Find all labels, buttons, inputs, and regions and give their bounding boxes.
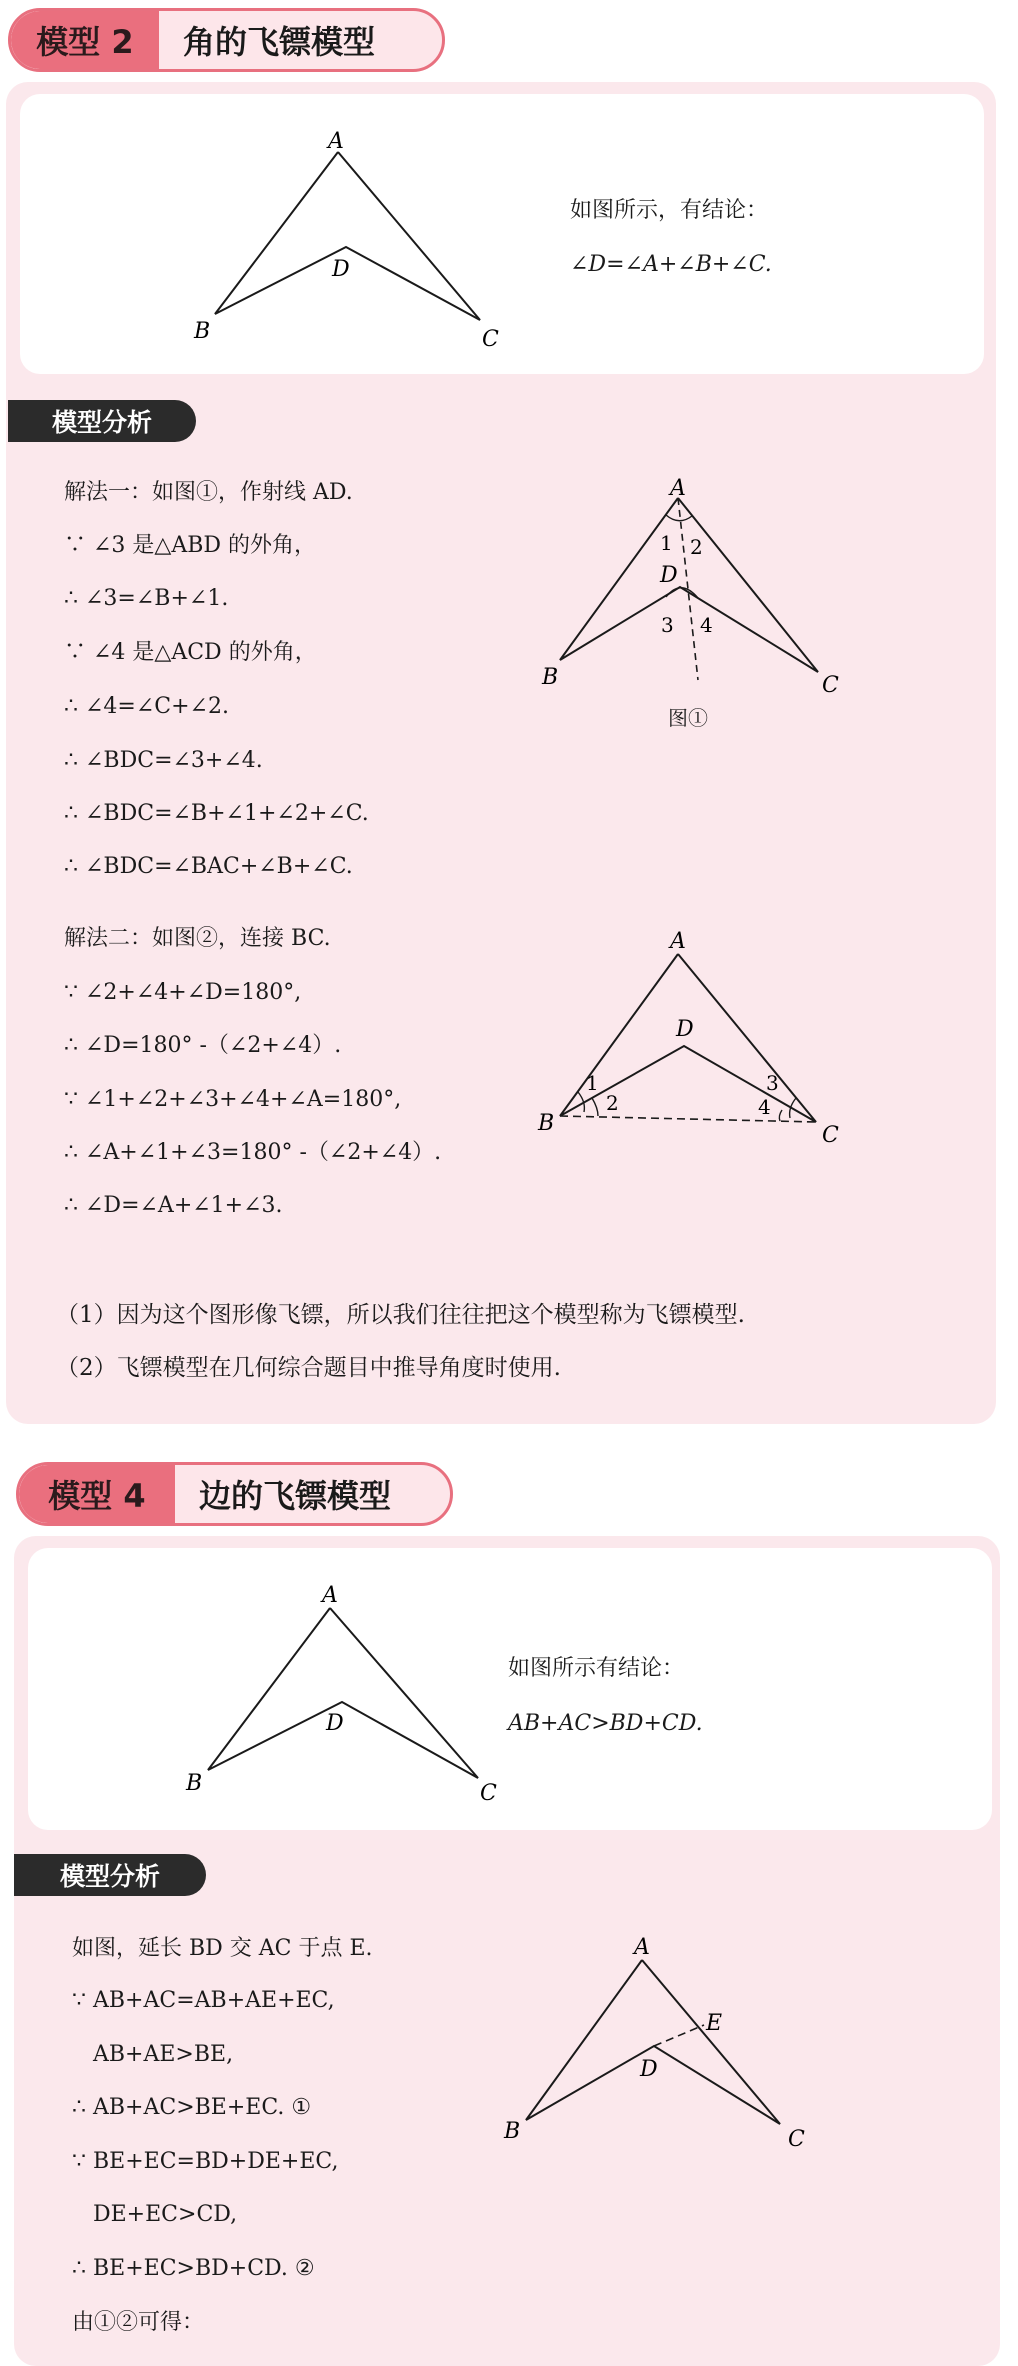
model2-analysis-tag: 模型分析 [8, 400, 196, 442]
label-b: B [186, 1771, 203, 1796]
fig1-label-3: 3 [661, 613, 674, 637]
method2-line: ∴ ∠D=∠A+∠1+∠3. [64, 1193, 283, 1218]
label-c: C [482, 327, 499, 352]
model4-analysis-figure [500, 1924, 830, 2164]
fig2-label-c: C [822, 1123, 839, 1148]
model4-title: 边的飞镖模型 [199, 1477, 392, 1515]
fig2-label-3: 3 [766, 1071, 779, 1095]
proof-line: 如图，延长 BD 交 AC 于点 E. [72, 1936, 373, 1961]
model2-header [8, 8, 445, 72]
fig1-angle-arc-a [666, 515, 692, 521]
method1-line: ∵ ∠3 是△ABD 的外角， [64, 533, 317, 558]
fig4-label-e: E [706, 2011, 723, 2036]
model2-title: 角的飞镖模型 [183, 23, 376, 61]
fig2-arc-b-inner [592, 1098, 598, 1116]
fig1-label-d: D [660, 563, 678, 588]
fig4-label-a: A [634, 1935, 650, 1960]
fig1-label-a: A [670, 476, 686, 501]
method1-line: ∴ ∠BDC=∠BAC+∠B+∠C. [64, 854, 353, 879]
fig4-dart [526, 1960, 780, 2124]
model2-note-2: （2）飞镖模型在几何综合题目中推导角度时使用. [56, 1355, 561, 1381]
model2-conclusion-intro: 如图所示，有结论： [570, 198, 769, 223]
model4-conclusion-intro: 如图所示有结论： [508, 1656, 685, 1681]
fig2-label-b: B [538, 1111, 555, 1136]
model2-main-figure [180, 118, 520, 358]
proof-line: ∴ AB+AC>BE+EC. ① [72, 2095, 312, 2120]
model4-analysis-tag: 模型分析 [14, 1854, 206, 1896]
label-d: D [332, 257, 350, 282]
proof-line: ∵ AB+AC=AB+AE+EC, [72, 1988, 335, 2013]
model2-number: 模型 2 [11, 11, 159, 69]
method2-line: ∵ ∠1+∠2+∠3+∠4+∠A=180°, [64, 1087, 402, 1112]
fig4-extension-de [654, 2025, 704, 2046]
method1-line: 解法一：如图①，作射线 AD. [64, 480, 353, 505]
proof-line: ∴ BE+EC>BD+CD. ② [72, 2256, 315, 2281]
fig1-label-1: 1 [660, 531, 673, 555]
model2-note-1: （1）因为这个图形像飞镖，所以我们往往把这个模型称为飞镖模型. [56, 1302, 745, 1328]
method1-line: ∴ ∠4=∠C+∠2. [64, 694, 229, 719]
method1-line: ∴ ∠3=∠B+∠1. [64, 586, 229, 611]
fig1-dart [560, 498, 818, 672]
fig1-label-b: B [542, 665, 559, 690]
proof-line: AB+AE>BE, [72, 2042, 234, 2067]
figure-1-caption: 图① [668, 706, 708, 730]
fig2-arc-b-outer [578, 1092, 584, 1112]
fig2-arc-c-inner [779, 1110, 782, 1121]
method1-line: ∴ ∠BDC=∠3+∠4. [64, 748, 263, 773]
method2-line: 解法二：如图②，连接 BC. [64, 926, 331, 951]
method2-line: ∴ ∠A+∠1+∠3=180° -（∠2+∠4）. [64, 1140, 442, 1165]
fig4-label-b: B [504, 2119, 521, 2144]
fig2-segment-bc [560, 1116, 816, 1122]
label-a: A [328, 129, 344, 154]
method1-line: ∴ ∠BDC=∠B+∠1+∠2+∠C. [64, 801, 369, 826]
fig4-label-c: C [788, 2127, 805, 2152]
fig2-label-1: 1 [586, 1071, 599, 1095]
figure-2 [530, 920, 860, 1150]
model2-conclusion-formula: ∠D=∠A+∠B+∠C. [570, 252, 772, 277]
proof-line: DE+EC>CD, [72, 2202, 238, 2227]
proof-line: 由①②可得： [72, 2310, 205, 2335]
model4-conclusion-formula: AB+AC>BD+CD. [508, 1711, 703, 1736]
method2-line: ∴ ∠D=180° -（∠2+∠4）. [64, 1033, 342, 1058]
fig2-label-4: 4 [758, 1095, 771, 1119]
fig2-label-2: 2 [606, 1091, 619, 1115]
fig1-label-4: 4 [700, 613, 713, 637]
method1-line: ∵ ∠4 是△ACD 的外角， [64, 640, 317, 665]
fig1-label-2: 2 [690, 535, 703, 559]
fig2-label-d: D [676, 1017, 694, 1042]
label-a: A [322, 1583, 338, 1608]
model4-main-figure [170, 1574, 510, 1814]
proof-line: ∵ BE+EC=BD+DE+EC, [72, 2149, 339, 2174]
fig4-label-d: D [640, 2057, 658, 2082]
method2-line: ∵ ∠2+∠4+∠D=180°, [64, 980, 302, 1005]
figure-1 [530, 470, 860, 740]
dart-outline [215, 152, 480, 320]
model4-number: 模型 4 [19, 1465, 175, 1523]
fig1-label-c: C [822, 673, 839, 698]
dart-outline [208, 1608, 478, 1778]
label-c: C [480, 1781, 497, 1806]
model4-header [16, 1462, 453, 1526]
label-d: D [326, 1711, 344, 1736]
label-b: B [194, 319, 211, 344]
fig2-label-a: A [670, 929, 686, 954]
